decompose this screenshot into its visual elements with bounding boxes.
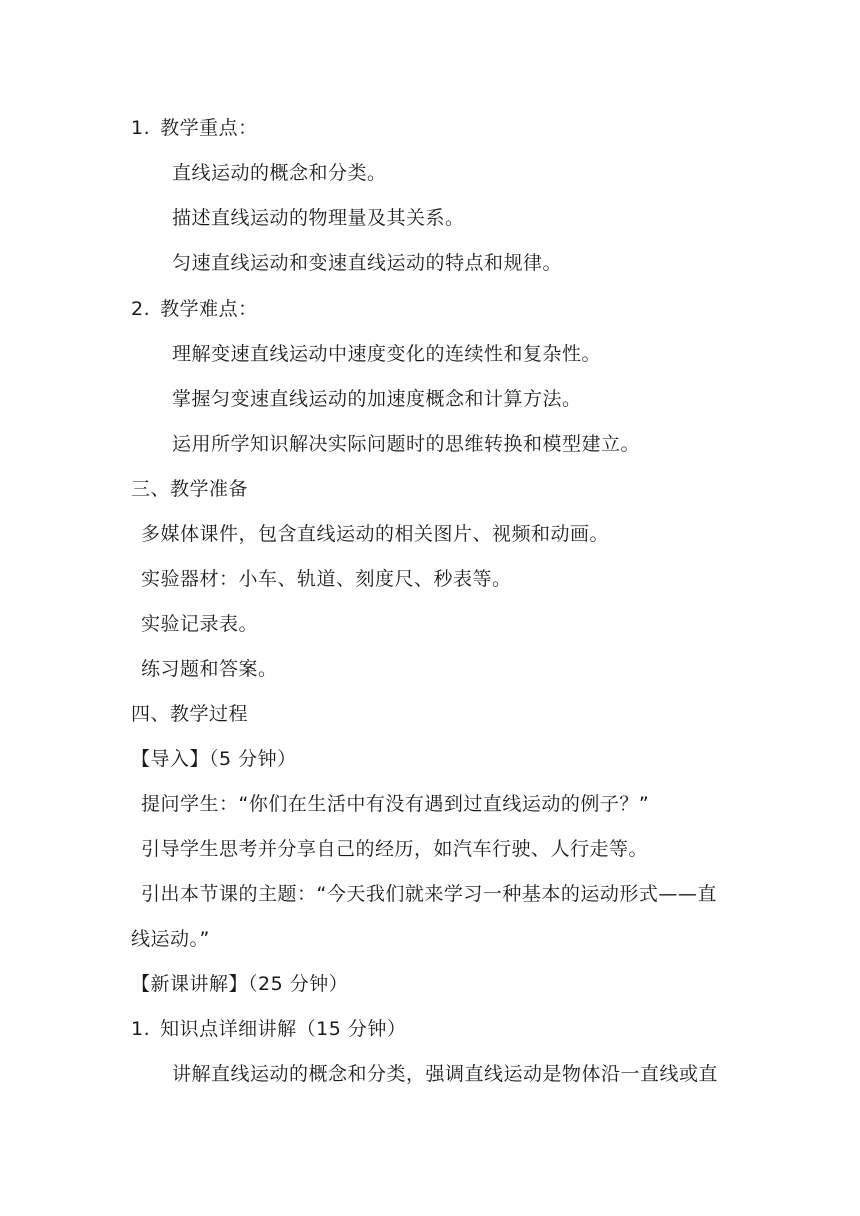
difficulty-item: 掌握匀变速直线运动的加速度概念和计算方法。 — [172, 388, 582, 410]
difficulty-item: 理解变速直线运动中速度变化的连续性和复杂性。 — [172, 343, 602, 365]
intro-item: 引导学生思考并分享自己的经历，如汽车行驶、人行走等。 — [141, 838, 649, 860]
preparation-item: 多媒体课件，包含直线运动的相关图片、视频和动画。 — [141, 523, 610, 545]
preparation-heading: 三、教学准备 — [131, 478, 249, 500]
difficulty-heading — [131, 295, 258, 323]
knowledge-subheading — [131, 1015, 406, 1043]
preparation-item: 练习题和答案。 — [141, 658, 278, 680]
knowledge-number: 1. — [131, 1018, 151, 1040]
knowledge-paragraph: 讲解直线运动的概念和分类，强调直线运动是物体沿一直线或直 — [172, 1063, 719, 1085]
difficulty-title: 教学难点： — [160, 298, 258, 320]
difficulty-item: 运用所学知识解决实际问题时的思维转换和模型建立。 — [172, 433, 641, 455]
focus-item: 匀速直线运动和变速直线运动的特点和规律。 — [172, 252, 563, 274]
focus-title: 教学重点： — [160, 117, 258, 139]
intro-heading: 【导入】（5 分钟） — [131, 748, 297, 770]
focus-item: 直线运动的概念和分类。 — [172, 162, 387, 184]
intro-item: 引出本节课的主题：“今天我们就来学习一种基本的运动形式——直 — [141, 883, 717, 905]
new-lesson-heading: 【新课讲解】（25 分钟） — [131, 973, 349, 995]
focus-number: 1. — [131, 117, 151, 139]
intro-item-continuation: 线运动。” — [131, 928, 210, 950]
difficulty-number: 2. — [131, 298, 151, 320]
preparation-item: 实验器材：小车、轨道、刻度尺、秒表等。 — [141, 568, 512, 590]
intro-item: 提问学生：“你们在生活中有没有遇到过直线运动的例子？” — [141, 793, 650, 815]
knowledge-title: 知识点详细讲解（15 分钟） — [160, 1018, 407, 1040]
focus-item: 描述直线运动的物理量及其关系。 — [172, 207, 465, 229]
process-heading: 四、教学过程 — [131, 703, 249, 725]
focus-heading — [131, 114, 258, 142]
preparation-item: 实验记录表。 — [141, 613, 259, 635]
